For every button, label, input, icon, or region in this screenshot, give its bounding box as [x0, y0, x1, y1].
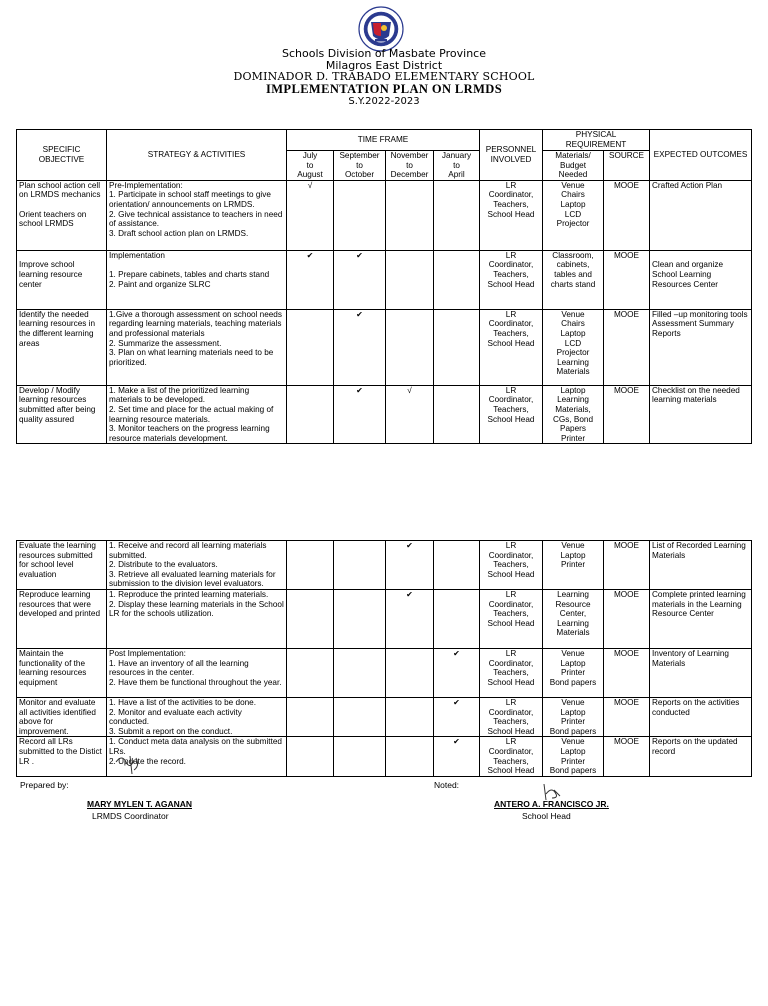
- strategy-cell: Implementation 1. Prepare cabinets, tables and charts stand 2. Paint and organize SLRC: [107, 250, 287, 309]
- time-frame-check: [434, 541, 480, 590]
- time-frame-check: ✔: [334, 309, 386, 385]
- source-cell: MOOE: [604, 737, 650, 776]
- time-frame-check: [334, 541, 386, 590]
- strategy-cell: 1. Make a list of the prioritized learning materials to be developed. 2. Set time and place for the actual making of learning resource materials. 3. Monitor teachers on the progress learning resource materials development.: [107, 385, 287, 444]
- source-cell: MOOE: [604, 541, 650, 590]
- personnel-cell: LR Coordinator, Teachers, School Head: [480, 737, 543, 776]
- time-frame-check: [287, 649, 334, 698]
- time-frame-check: [287, 737, 334, 776]
- period-2: September to October: [334, 151, 386, 181]
- district-name: Milagros East District: [325, 59, 443, 72]
- objective-cell: Monitor and evaluate all activities identified above for improvement.: [17, 698, 107, 737]
- table-row: [17, 180, 752, 250]
- prepared-by-label: Prepared by:: [20, 780, 69, 790]
- time-frame-check: [386, 737, 434, 776]
- objective-cell: Develop / Modify learning resources submitted after being quality assured: [17, 385, 107, 444]
- strategy-cell: 1. Receive and record all learning materials submitted. 2. Distribute to the evaluators. 3. Retrieve all evaluated learning materials for submission to the division level evaluators.: [107, 541, 287, 590]
- source-cell: MOOE: [604, 250, 650, 309]
- strategy-cell: 1. Reproduce the printed learning materials. 2. Display these learning materials in the School LR for the schools utilization.: [107, 590, 287, 649]
- source-cell: MOOE: [604, 649, 650, 698]
- col-physical-requirement: PHYSICAL REQUIREMENT: [543, 130, 650, 151]
- time-frame-check: [334, 180, 386, 250]
- time-frame-check: ✔: [334, 250, 386, 309]
- source-cell: MOOE: [604, 309, 650, 385]
- school-year: S.Y.2022-2023: [348, 96, 420, 107]
- table-row: [17, 698, 752, 737]
- time-frame-check: √: [287, 180, 334, 250]
- period-4: January to April: [434, 151, 480, 181]
- outcome-cell: Crafted Action Plan: [650, 180, 752, 250]
- objective-cell: Improve school learning resource center: [17, 250, 107, 309]
- time-frame-check: ✔: [334, 385, 386, 444]
- time-frame-check: [334, 649, 386, 698]
- objective-cell: Record all LRs submitted to the Distict LR .: [17, 737, 107, 776]
- objective-cell: Identify the needed learning resources in the different learning areas: [17, 309, 107, 385]
- division-name: Schools Division of Masbate Province: [282, 47, 486, 60]
- personnel-cell: LR Coordinator, Teachers, School Head: [480, 541, 543, 590]
- outcome-cell: Inventory of Learning Materials: [650, 649, 752, 698]
- time-frame-check: [334, 590, 386, 649]
- deped-seal-logo: [358, 6, 404, 52]
- objective-cell: Evaluate the learning resources submitted for school level evaluation: [17, 541, 107, 590]
- table-row: [17, 250, 752, 309]
- outcome-cell: Reports on the updated record: [650, 737, 752, 776]
- noted-signature-mark: [540, 782, 564, 802]
- materials-cell: Venue Laptop Printer Bond papers: [543, 698, 604, 737]
- noted-title: School Head: [522, 811, 571, 821]
- time-frame-check: ✔: [434, 737, 480, 776]
- strategy-cell: Pre-Implementation: 1. Participate in school staff meetings to give orientation/ announcements on LRMDS. 2. Give technical assistance to teachers in need of assistance. 3. Draft school action plan on LRMDS.: [107, 180, 287, 250]
- col-time-frame: TIME FRAME: [287, 130, 480, 151]
- plan-table-page1: [16, 129, 752, 444]
- materials-cell: Venue Chairs Laptop LCD Projector Learning Materials: [543, 309, 604, 385]
- time-frame-check: ✔: [287, 250, 334, 309]
- time-frame-check: [434, 180, 480, 250]
- outcome-cell: Complete printed learning materials in the Learning Resource Center: [650, 590, 752, 649]
- prepared-by-name: MARY MYLEN T. AGANAN: [87, 799, 192, 809]
- col-specific-objective: SPECIFIC OBJECTIVE: [17, 130, 107, 181]
- time-frame-check: [434, 385, 480, 444]
- time-frame-check: [434, 250, 480, 309]
- strategy-cell: Post Implementation: 1. Have an inventory of all the learning resources in the center. 2. Have them be functional throughout the year.: [107, 649, 287, 698]
- time-frame-check: [386, 698, 434, 737]
- time-frame-check: ✔: [434, 698, 480, 737]
- time-frame-check: [386, 649, 434, 698]
- source-cell: MOOE: [604, 590, 650, 649]
- col-strategy: STRATEGY & ACTIVITIES: [107, 130, 287, 181]
- time-frame-check: ✔: [434, 649, 480, 698]
- strategy-cell: 1. Conduct meta data analysis on the submitted LRs. 2. Update the record.: [107, 737, 287, 776]
- personnel-cell: LR Coordinator, Teachers, School Head: [480, 180, 543, 250]
- time-frame-check: [287, 590, 334, 649]
- time-frame-check: [386, 309, 434, 385]
- table-row: [17, 309, 752, 385]
- materials-cell: Laptop Learning Materials, CGs, Bond Papers Printer: [543, 385, 604, 444]
- materials-cell: Venue Laptop Printer Bond papers: [543, 649, 604, 698]
- personnel-cell: LR Coordinator, Teachers, School Head: [480, 309, 543, 385]
- time-frame-check: [434, 590, 480, 649]
- plan-table-page2: [16, 540, 752, 777]
- time-frame-check: [287, 385, 334, 444]
- time-frame-check: [334, 698, 386, 737]
- strategy-cell: 1.Give a thorough assessment on school needs regarding learning materials, teaching materials and professional materials 2. Summarize the assessment. 3. Plan on what learning materials need to be prioritized.: [107, 309, 287, 385]
- time-frame-check: [287, 309, 334, 385]
- col-source: SOURCE: [604, 151, 650, 181]
- personnel-cell: LR Coordinator, Teachers, School Head: [480, 698, 543, 737]
- objective-cell: Plan school action cell on LRMDS mechanics Orient teachers on school LRMDS: [17, 180, 107, 250]
- time-frame-check: [334, 737, 386, 776]
- time-frame-check: [287, 541, 334, 590]
- source-cell: MOOE: [604, 180, 650, 250]
- time-frame-check: √: [386, 385, 434, 444]
- personnel-cell: LR Coordinator, Teachers, School Head: [480, 250, 543, 309]
- col-materials: Materials/ Budget Needed: [543, 151, 604, 181]
- materials-cell: Venue Laptop Printer: [543, 541, 604, 590]
- materials-cell: Learning Resource Center, Learning Materials: [543, 590, 604, 649]
- time-frame-check: ✔: [386, 541, 434, 590]
- objective-cell: Maintain the functionality of the learning resources equipment: [17, 649, 107, 698]
- outcome-cell: Filled –up monitoring tools Assessment Summary Reports: [650, 309, 752, 385]
- materials-cell: Venue Chairs Laptop LCD Projector: [543, 180, 604, 250]
- prepared-by-title: LRMDS Coordinator: [92, 811, 169, 821]
- outcome-cell: Clean and organize School Learning Resources Center: [650, 250, 752, 309]
- time-frame-check: [386, 180, 434, 250]
- objective-cell: Reproduce learning resources that were developed and printed: [17, 590, 107, 649]
- school-name: DOMINADOR D. TRABADO ELEMENTARY SCHOOL: [233, 70, 535, 83]
- source-cell: MOOE: [604, 698, 650, 737]
- personnel-cell: LR Coordinator, Teachers, School Head: [480, 649, 543, 698]
- period-1: July to August: [287, 151, 334, 181]
- time-frame-check: [434, 309, 480, 385]
- prepared-signature-mark: [112, 752, 144, 776]
- personnel-cell: LR Coordinator, Teachers, School Head: [480, 385, 543, 444]
- col-expected-outcomes: EXPECTED OUTCOMES: [650, 130, 752, 181]
- materials-cell: Venue Laptop Printer Bond papers: [543, 737, 604, 776]
- time-frame-check: [386, 250, 434, 309]
- table-row: [17, 590, 752, 649]
- table-row: [17, 385, 752, 444]
- source-cell: MOOE: [604, 385, 650, 444]
- document-title: IMPLEMENTATION PLAN ON LRMDS: [265, 82, 503, 96]
- outcome-cell: List of Recorded Learning Materials: [650, 541, 752, 590]
- table-row: [17, 541, 752, 590]
- noted-name: ANTERO A. FRANCISCO JR.: [494, 799, 609, 809]
- materials-cell: Classroom, cabinets, tables and charts stand: [543, 250, 604, 309]
- outcome-cell: Checklist on the needed learning materials: [650, 385, 752, 444]
- period-3: November to December: [386, 151, 434, 181]
- time-frame-check: ✔: [386, 590, 434, 649]
- col-personnel: PERSONNEL INVOLVED: [480, 130, 543, 181]
- outcome-cell: Reports on the activities conducted: [650, 698, 752, 737]
- personnel-cell: LR Coordinator, Teachers, School Head: [480, 590, 543, 649]
- strategy-cell: 1. Have a list of the activities to be done. 2. Monitor and evaluate each activity conducted. 3. Submit a report on the conduct.: [107, 698, 287, 737]
- table-row: [17, 649, 752, 698]
- noted-label: Noted:: [434, 780, 460, 790]
- time-frame-check: [287, 698, 334, 737]
